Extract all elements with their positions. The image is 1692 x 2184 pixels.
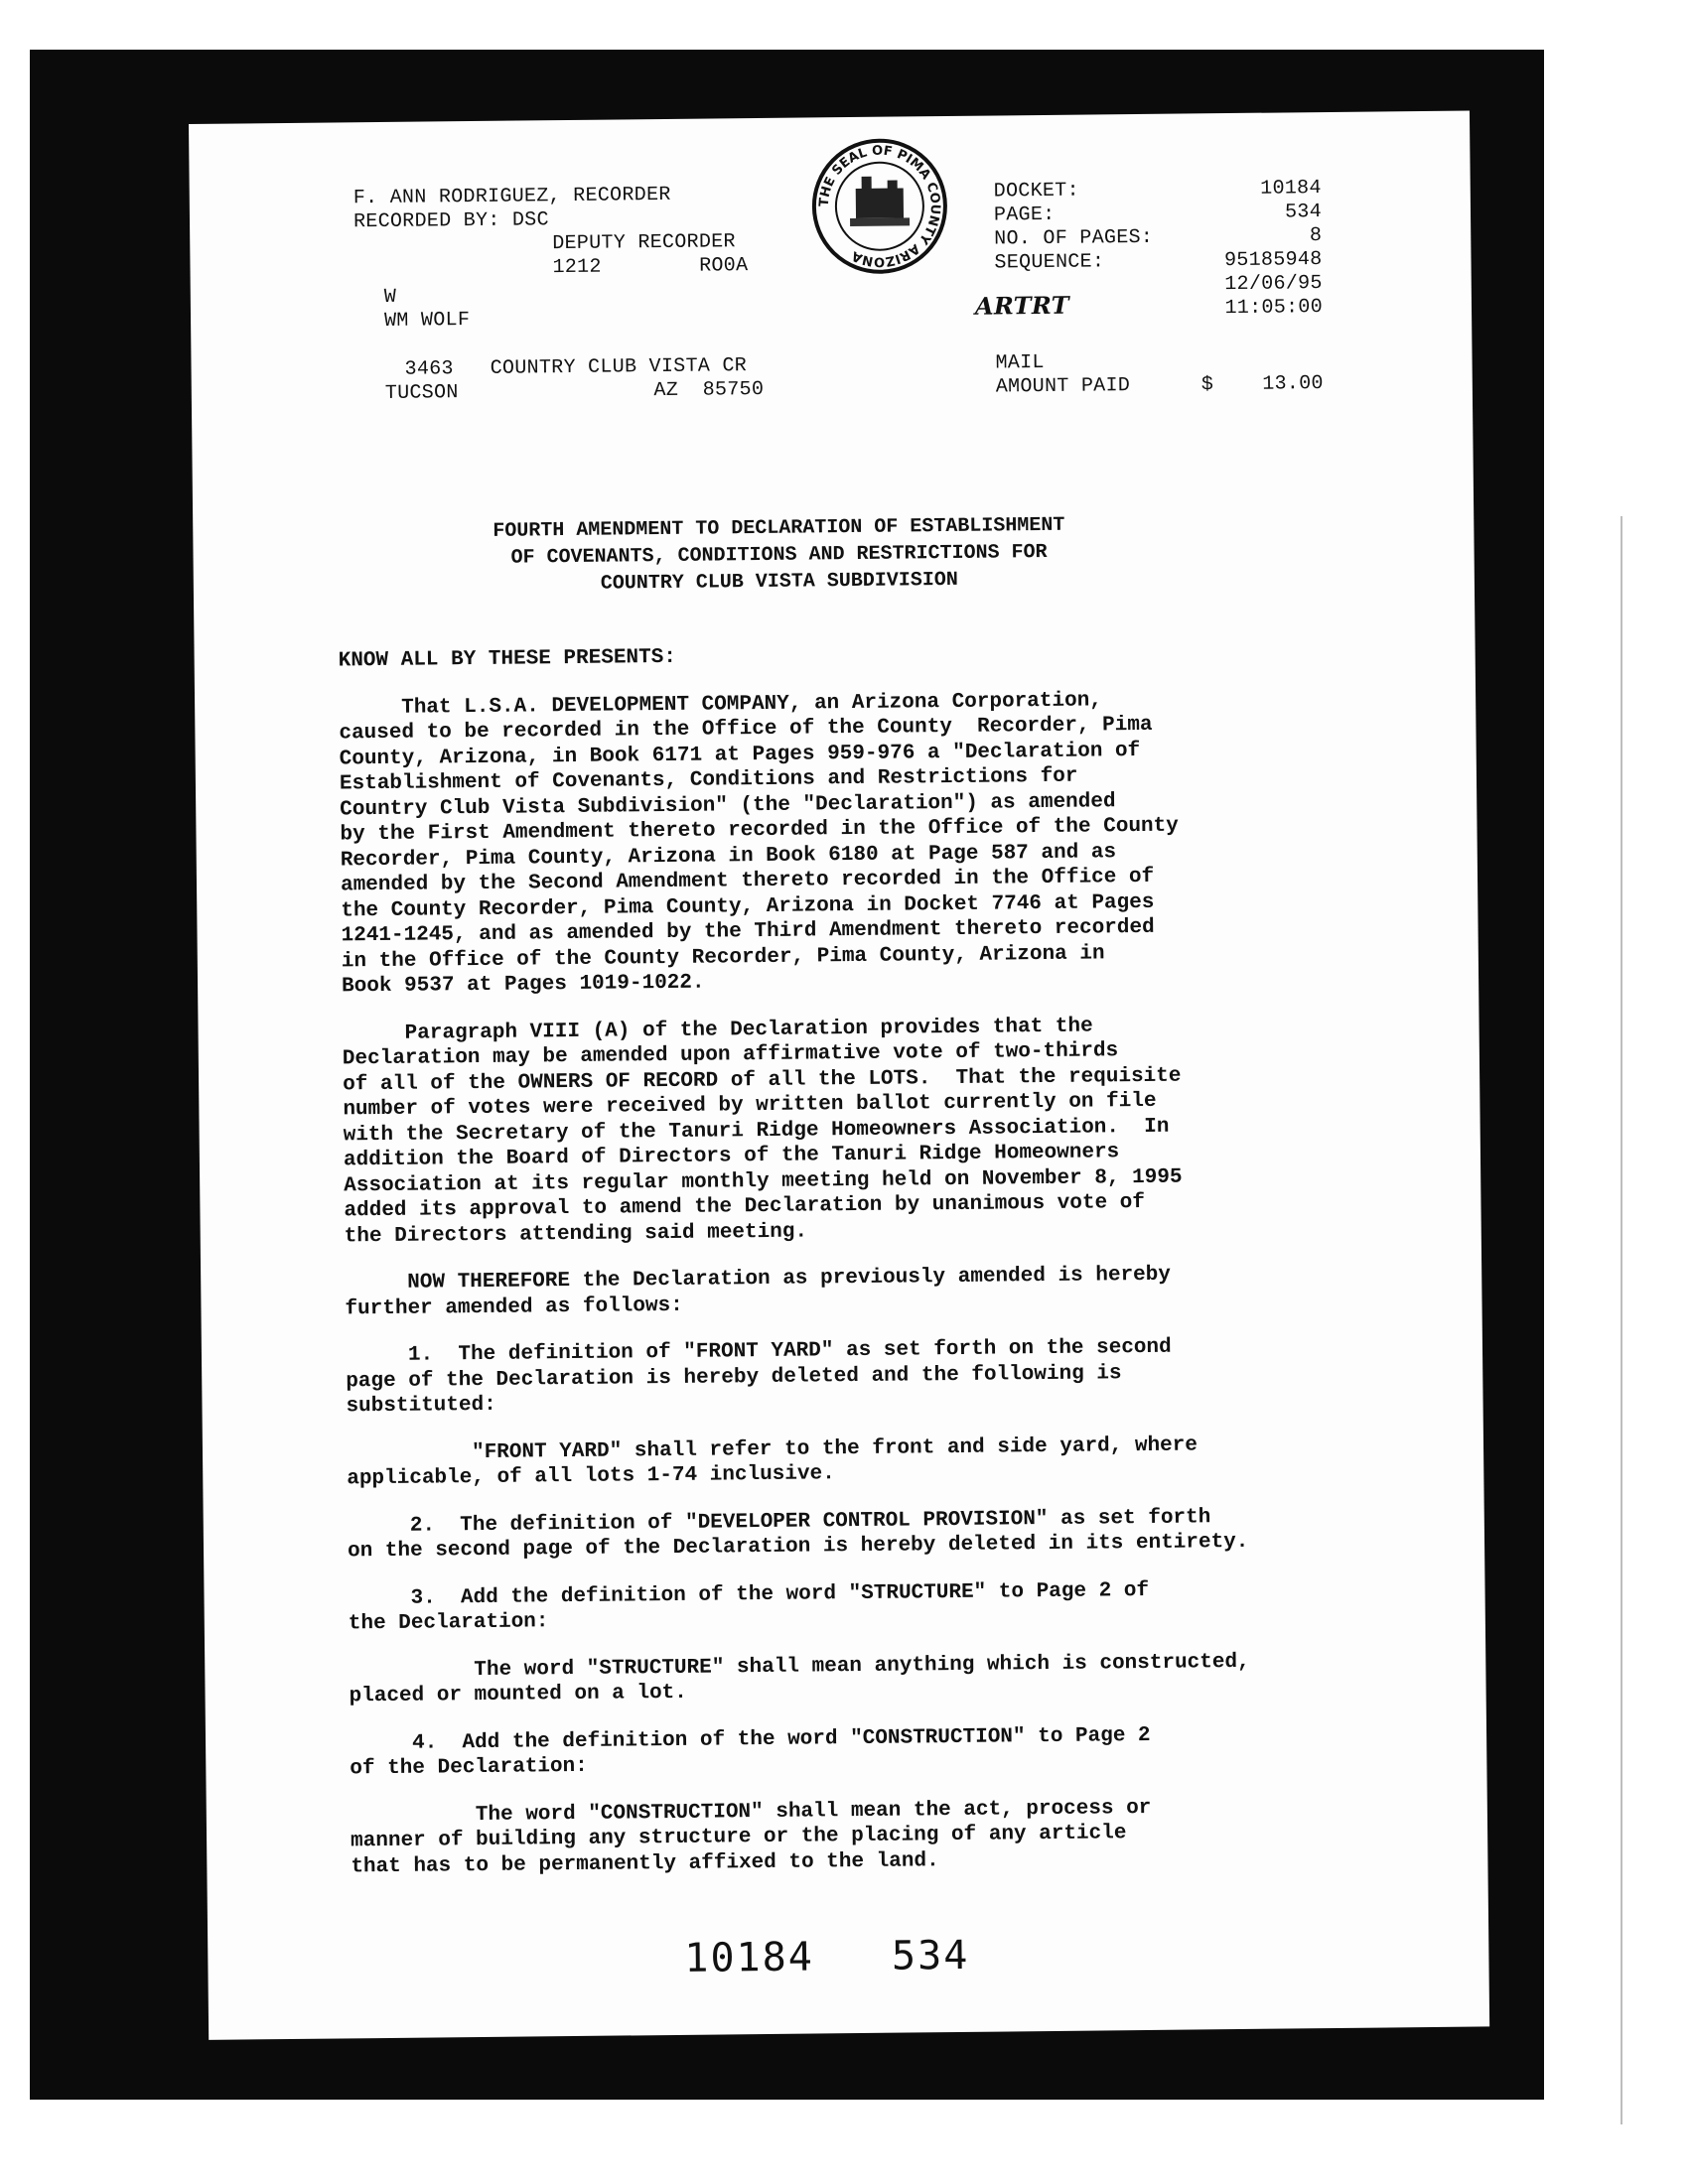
svg-text:THE SEAL OF PIMA COUNTY ARIZON: THE SEAL OF PIMA COUNTY ARIZONA	[816, 143, 943, 269]
document-page	[189, 110, 1489, 2039]
paragraph-amendment-authority: Paragraph VIII (A) of the Declaration provides that the Declaration may be amended upon affirmative vote of two-thirds of all of the OWNERS OF RECORD of all the LOTS. That the requisite number of votes were received by written ballot currently on file with the Secretary of the Tanuri Ridge Homeowners Association. In addition the Board of Directors of the Tanuri Ridge Homeowners Association at its regular monthly meeting held on November 8, 1995 added its approval to amend the Declaration by unanimous vote of the Directors attending said meeting.	[342, 1015, 1183, 1248]
time-value: 11:05:00	[1224, 296, 1324, 321]
page-value: 534	[1284, 201, 1323, 224]
margin-rule	[1621, 516, 1622, 2124]
sequence-label: SEQUENCE:	[994, 250, 1105, 275]
date-value: 12/06/95	[1224, 272, 1323, 297]
docket-value: 10184	[1260, 177, 1322, 201]
page-label: PAGE:	[993, 203, 1056, 227]
item-4-definition: The word "CONSTRUCTION" shall mean the act, process or manner of building any structure or the placing of any article that has to be permanently affixed to the land.	[350, 1796, 1152, 1878]
document-title	[342, 510, 1216, 600]
item-2: 2. The definition of "DEVELOPER CONTROL PROVISION" as set forth on the second page of the Declaration is hereby deleted in its entirety.	[347, 1505, 1249, 1564]
sequence-value: 95185948	[1223, 248, 1323, 273]
address-street: 3463 COUNTRY CLUB VISTA CR	[404, 354, 748, 381]
deputy-line: DEPUTY RECORDER	[552, 230, 736, 256]
handwritten-note: ARTRT	[974, 290, 1069, 321]
recorder-line: F. ANN RODRIGUEZ, RECORDER	[352, 183, 671, 210]
item-1: 1. The definition of "FRONT YARD" as set forth on the second page of the Declaration is hereby deleted and the following is substituted:	[345, 1335, 1172, 1419]
initial: W	[383, 285, 397, 309]
amount-paid-value: $ 13.00	[1200, 372, 1324, 397]
addressee-name: WM WOLF	[383, 309, 471, 333]
salutation: KNOW ALL BY THESE PRESENTS:	[338, 645, 677, 673]
document-body	[339, 637, 1404, 1901]
code-line: 1212 RO0A	[552, 254, 749, 280]
title-line-3: COUNTRY CLUB VISTA SUBDIVISION	[600, 568, 959, 596]
no-of-pages-value: 8	[1309, 224, 1323, 248]
docket-page-stamp: 10184 534	[684, 1932, 970, 1981]
county-seal-icon	[809, 136, 949, 276]
paragraph-recitals: That L.S.A. DEVELOPMENT COMPANY, an Arizona Corporation, caused to be recorded in the Office of the County Recorder, Pima County, Arizona, in Book 6171 at Pages 959-976 a "Declaration of Establishment of Covenants, Conditions and Restrictions for Country Club Vista Subdivision" (the "Declaration") as amended by the First Amendment thereto recorded in the Office of the County Recorder, Pima County, Arizona in Book 6180 at Page 587 and as amended by the Second Amendment thereto recorded in the Office of the County Recorder, Pima County, Arizona in Docket 7746 at Pages 1241-1245, and as amended by the Third Amendment thereto recorded in the Office of the County Recorder, Pima County, Arizona in Book 9537 at Pages 1019-1022.	[339, 688, 1179, 999]
title-line-1: FOURTH AMENDMENT TO DECLARATION OF ESTABLISHMENT	[493, 513, 1065, 543]
paragraph-now-therefore: NOW THEREFORE the Declaration as previously amended is hereby further amended as follows:	[345, 1263, 1172, 1320]
address-city: TUCSON AZ 85750	[384, 377, 765, 405]
no-of-pages-label: NO. OF PAGES:	[994, 225, 1154, 251]
title-line-2: OF COVENANTS, CONDITIONS AND RESTRICTIONS FOR	[510, 540, 1048, 570]
item-4: 4. Add the definition of the word "CONSTRUCTION" to Page 2 of the Declaration:	[349, 1723, 1151, 1781]
amount-paid-label: AMOUNT PAID	[995, 374, 1131, 399]
item-3-definition: The word "STRUCTURE" shall mean anything which is constructed, placed or mounted on a lot.	[349, 1650, 1250, 1708]
recorded-by-line: RECORDED BY: DSC	[352, 208, 549, 234]
item-1-definition: "FRONT YARD" shall refer to the front and side yard, where applicable, of all lots 1-74 inclusive.	[346, 1433, 1198, 1491]
item-3: 3. Add the definition of the word "STRUCTURE" to Page 2 of the Declaration:	[348, 1578, 1150, 1636]
mail-label: MAIL	[995, 350, 1045, 375]
docket-label: DOCKET:	[993, 179, 1079, 204]
